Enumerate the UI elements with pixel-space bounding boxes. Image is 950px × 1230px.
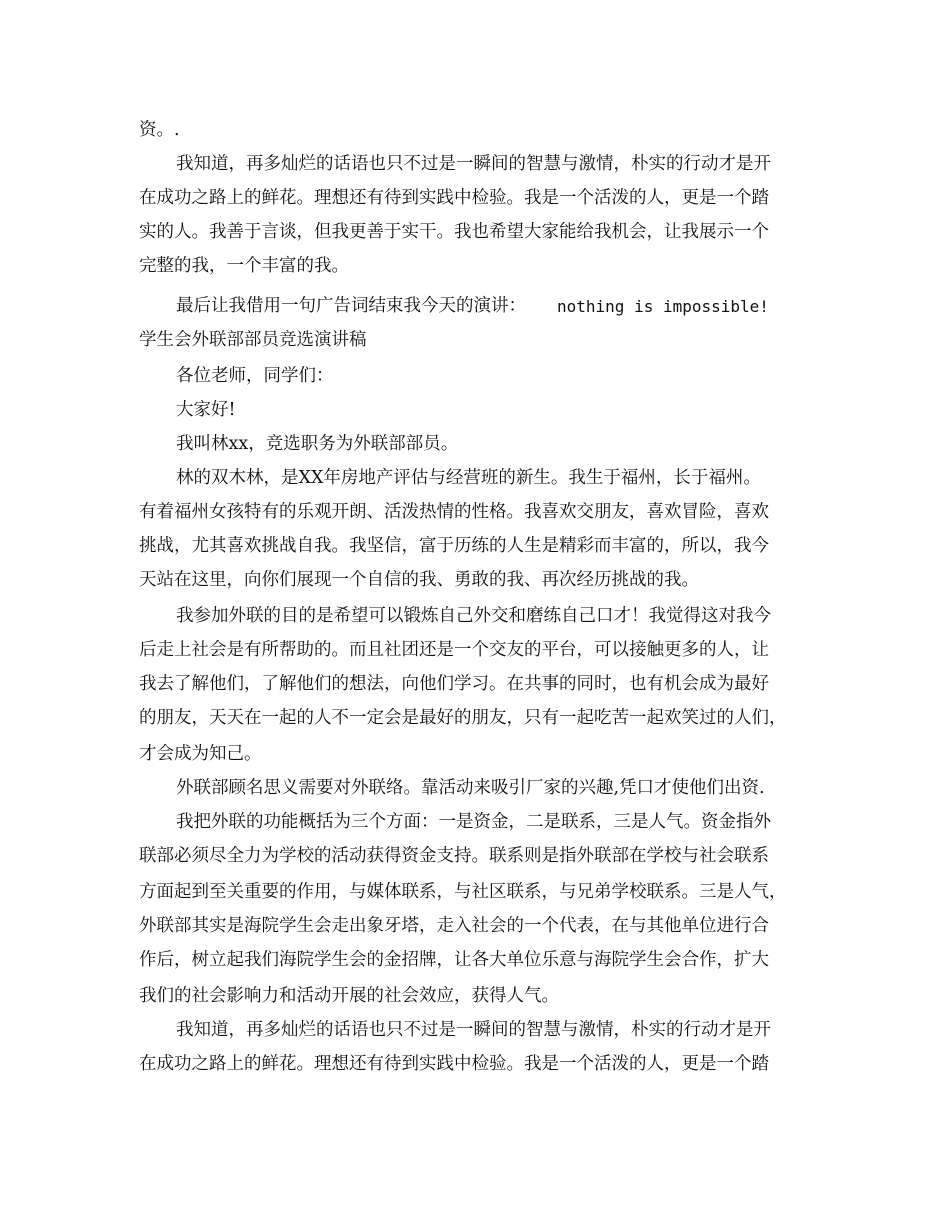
paragraph-line: 联部必须尽全力为学校的活动获得资金支持。联系则是指外联部在学校与社会联系	[139, 846, 769, 866]
paragraph-line: 在成功之路上的鲜花。理想还有待到实践中检验。我是一个活泼的人，更是一个踏	[139, 1054, 769, 1074]
paragraph-line: 我叫林xx，竞选职务为外联部部员。	[176, 434, 459, 454]
paragraph-line: 天站在这里，向你们展现一个自信的我、勇敢的我、再次经历挑战的我。	[139, 570, 699, 590]
paragraph-line: 资。.	[139, 120, 180, 140]
paragraph-line: 在成功之路上的鲜花。理想还有待到实践中检验。我是一个活泼的人，更是一个踏	[139, 188, 769, 208]
paragraph-line: 挑战，尤其喜欢挑战自我。我坚信，富于历练的人生是精彩而丰富的，所以，我今	[139, 536, 769, 556]
paragraph-line: 林的双木林，是XX年房地产评估与经营班的新生。我生于福州，长于福州。	[176, 468, 761, 488]
section-title: 学生会外联部部员竞选演讲稿	[139, 330, 367, 350]
paragraph-line: 我们的社会影响力和活动开展的社会效应，获得人气。	[139, 986, 559, 1006]
paragraph-line: 实的人。我善于言谈，但我更善于实干。我也希望大家能给我机会，让我展示一个	[139, 222, 769, 242]
paragraph-line: 后走上社会是有所帮助的。而且社团还是一个交友的平台，可以接触更多的人，让	[139, 640, 769, 660]
paragraph-line: 我知道，再多灿烂的话语也只不过是一瞬间的智慧与激情，朴实的行动才是开	[176, 1020, 771, 1040]
paragraph-line: 完整的我，一个丰富的我。	[139, 256, 349, 276]
english-quote: nothing is impossible!	[557, 297, 769, 316]
paragraph-line: 我参加外联的目的是希望可以锻炼自己外交和磨练自己口才！我觉得这对我今	[176, 606, 771, 626]
paragraph-line: 我去了解他们，了解他们的想法，向他们学习。在共事的同时，也有机会成为最好	[139, 674, 769, 694]
paragraph-line: 我把外联的功能概括为三个方面：一是资金，二是联系，三是人气。资金指外	[176, 812, 771, 832]
paragraph-line: 才会成为知己。	[139, 744, 262, 764]
paragraph-line: 外联部其实是海院学生会走出象牙塔，走入社会的一个代表，在与其他单位进行合	[139, 916, 769, 936]
paragraph-line: 作后，树立起我们海院学生会的金招牌，让各大单位乐意与海院学生会合作，扩大	[139, 950, 769, 970]
paragraph-line: 方面起到至关重要的作用，与媒体联系，与社区联系，与兄弟学校联系。三是人气，	[139, 882, 787, 902]
paragraph-line: 外联部顾名思义需要对外联络。靠活动来吸引厂家的兴趣,凭口才使他们出资.	[176, 778, 765, 798]
paragraph-line: 的朋友，天天在一起的人不一定会是最好的朋友，只有一起吃苦一起欢笑过的人们，	[139, 708, 787, 728]
paragraph-line: 有着福州女孩特有的乐观开朗、活泼热情的性格。我喜欢交朋友，喜欢冒险，喜欢	[139, 502, 769, 522]
paragraph-line: 我知道，再多灿烂的话语也只不过是一瞬间的智慧与激情，朴实的行动才是开	[176, 154, 771, 174]
salutation: 各位老师，同学们：	[176, 366, 334, 386]
paragraph-line: 最后让我借用一句广告词结束我今天的演讲：	[176, 296, 526, 316]
greeting: 大家好!	[176, 400, 236, 420]
